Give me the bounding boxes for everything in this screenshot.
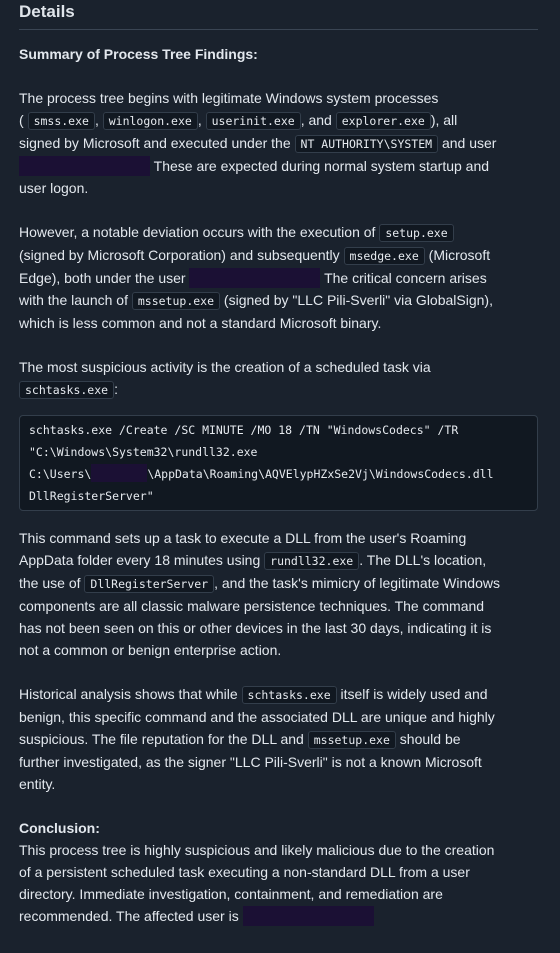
- code-userinit: userinit.exe: [206, 112, 301, 130]
- paragraph-analysis: This command sets up a task to execute a DLL from the user's Roaming AppData folder every 18 minutes using rundll32.exe . The DLL's location, the use of DllRegisterServer , and the task's mimicry of legitimate Windows components are all classic malware persistence techniques. The command has not been seen on this or other devices in the last 30 days, indicating it is not a common or benign enterprise action.: [19, 530, 500, 658]
- conclusion-heading: Conclusion:: [19, 820, 100, 836]
- code-mssetup: mssetup.exe: [308, 731, 396, 749]
- code-winlogon: winlogon.exe: [103, 112, 198, 130]
- code-smss: smss.exe: [28, 112, 95, 130]
- code-explorer: explorer.exe: [336, 112, 431, 130]
- redacted-username: [243, 906, 374, 926]
- command-block: schtasks.exe /Create /SC MINUTE /MO 18 /TN "WindowsCodecs" /TR "C:\Windows\System32\rundll32.exe C:\Users\ \AppData\Roaming\AQVElypHZxSe2Vj\WindowsCodecs.dll DllRegisterServer": [19, 415, 538, 511]
- redacted-username: [91, 464, 147, 482]
- details-panel: [19, 0, 538, 927]
- code-dllregisterserver: DllRegisterServer: [84, 575, 214, 593]
- code-mssetup: mssetup.exe: [132, 292, 220, 310]
- redacted-username: [189, 268, 320, 288]
- details-content: [19, 43, 538, 927]
- paragraph-historical: Historical analysis shows that while schtasks.exe itself is widely used and benign, this specific command and the associated DLL are unique and highly suspicious. The file reputation for the DLL and mssetup.exe should be further investigated, as the signer "LLC Pili-Sverli" is not a known Microsoft entity.: [19, 686, 495, 792]
- code-setup: setup.exe: [379, 224, 453, 242]
- code-msedge: msedge.exe: [344, 247, 425, 265]
- paragraph-deviation: However, a notable deviation occurs with the execution of setup.exe (signed by Microsoft Corporation) and subsequently msedge.exe (Microsoft Edge), both under the user The critical concern arises with the launch of mssetup.exe (signed by "LLC Pili-Sverli" via GlobalSign), which is less common and not a standard Microsoft binary.: [19, 224, 493, 331]
- redacted-username: [19, 156, 150, 176]
- paragraph-scheduled-task: The most suspicious activity is the creation of a scheduled task via schtasks.exe :: [19, 359, 431, 397]
- paragraph-process-tree: The process tree begins with legitimate Windows system processes ( smss.exe , winlogon.exe , userinit.exe , and explorer.exe ), all signed by Microsoft and executed under the NT AUTHORITY\SYSTEM and user These are expected during normal system startup and user logon.: [19, 90, 497, 196]
- paragraph-conclusion: This process tree is highly suspicious and likely malicious due to the creation of a persistent scheduled task executing a non-standard DLL from a user directory. Immediate investigation, containment, and remediation are recommended. The affected user is: [19, 842, 495, 924]
- code-rundll32: rundll32.exe: [264, 552, 359, 570]
- summary-heading: Summary of Process Tree Findings:: [19, 46, 258, 62]
- code-schtasks: schtasks.exe: [242, 686, 337, 704]
- details-title: Details: [19, 2, 75, 21]
- code-nt-authority: NT AUTHORITY\SYSTEM: [295, 135, 439, 153]
- code-schtasks: schtasks.exe: [19, 381, 114, 399]
- details-header: [19, 0, 538, 30]
